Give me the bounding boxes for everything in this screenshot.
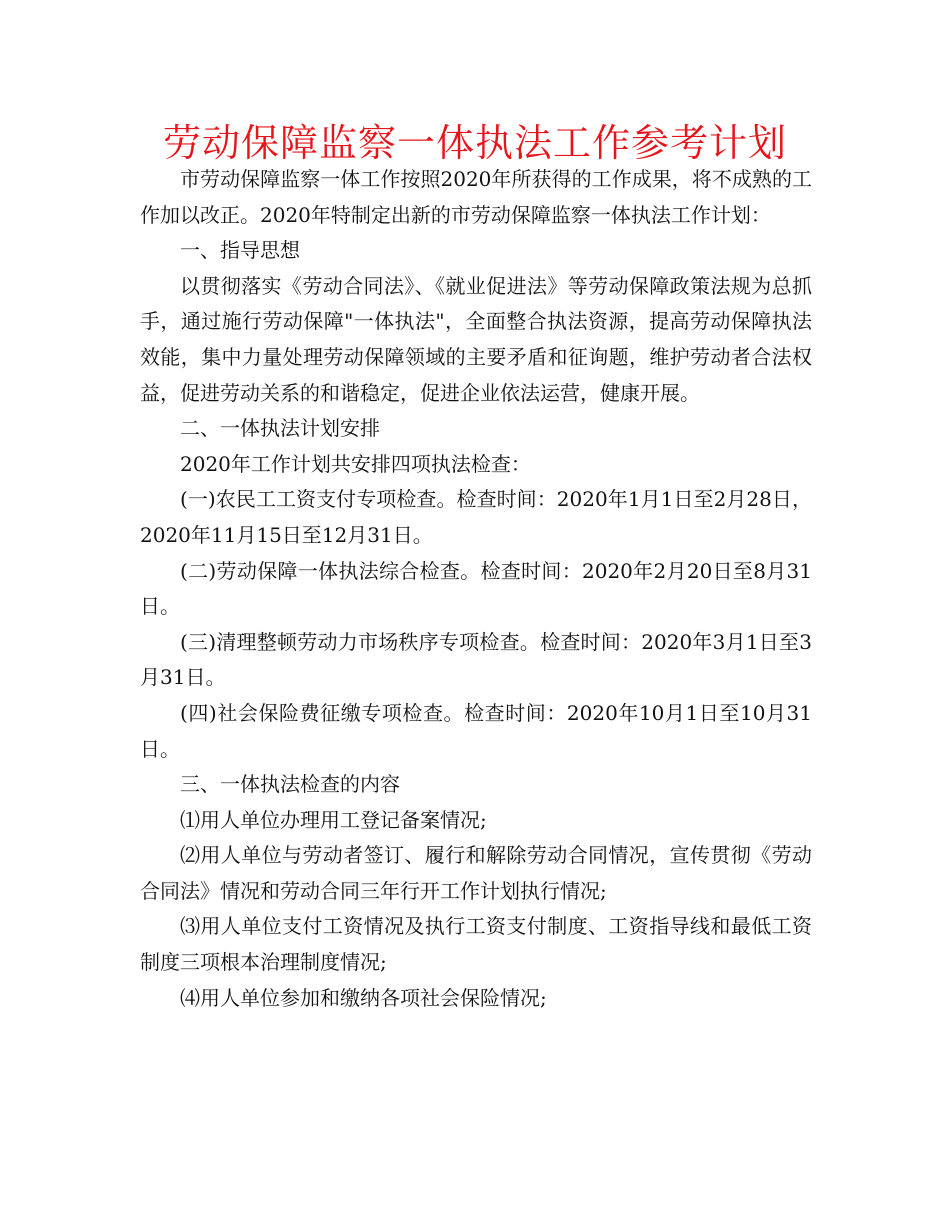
- paragraph-plan-summary: 2020年工作计划共安排四项执法检查：: [180, 451, 531, 476]
- document-body: [140, 162, 812, 1016]
- section-heading-guiding-thought: 一、指导思想: [180, 238, 300, 263]
- section-heading-inspection-content: 三、一体执法检查的内容: [180, 772, 400, 797]
- paragraph-guiding-thought: 以贯彻落实《劳动合同法》、《就业促进法》等劳动保障政策法规为总抓手，通过施行劳动保障"一体执法"，全面整合执法资源，提高劳动保障执法效能，集中力量处理劳动保障领域的主要矛盾和征询题，维护劳动者合法权益，促进劳动关系的和谐稳定，促进企业依法运营，健康开展。: [140, 273, 812, 405]
- content-item-3: ⑶用人单位支付工资情况及执行工资支付制度、工资指导线和最低工资制度三项根本治理制度情况;: [140, 914, 812, 975]
- plan-item-4: (四)社会保险费征缴专项检查。检查时间：2020年10月1日至10月31日。: [140, 700, 812, 761]
- content-item-1: ⑴用人单位办理用工登记备案情况;: [180, 807, 487, 832]
- paragraph-intro: 市劳动保障监察一体工作按照2020年所获得的工作成果，将不成熟的工作加以改正。2020年特制定出新的市劳动保障监察一体执法工作计划：: [140, 167, 812, 227]
- plan-item-3: (三)清理整顿劳动力市场秩序专项检查。检查时间：2020年3月1日至3月31日。: [140, 629, 812, 690]
- plan-item-1: (一)农民工工资支付专项检查。检查时间：2020年1月1日至2月28日，2020年11月15日至12月31日。: [140, 487, 812, 547]
- section-heading-plan-arrangement: 二、一体执法计划安排: [180, 416, 380, 441]
- document-title: 劳动保障监察一体执法工作参考计划: [162, 121, 787, 165]
- content-item-4: ⑷用人单位参加和缴纳各项社会保险情况;: [180, 985, 547, 1010]
- plan-item-2: (二)劳动保障一体执法综合检查。检查时间：2020年2月20日至8月31日。: [140, 558, 812, 619]
- content-item-2: ⑵用人单位与劳动者签订、履行和解除劳动合同情况，宣传贯彻《劳动合同法》情况和劳动合同三年行开工作计划执行情况;: [140, 843, 812, 903]
